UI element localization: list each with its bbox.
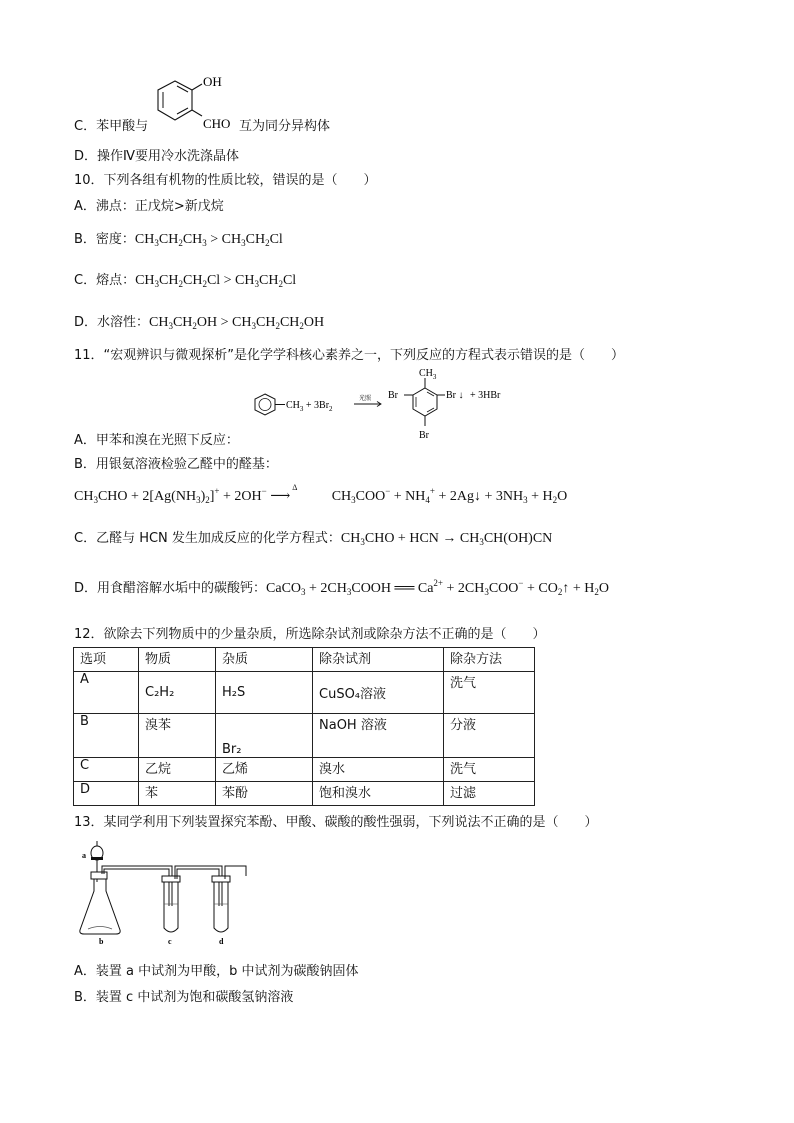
table-cell: 洗气 xyxy=(444,758,535,782)
br-bottom-label: Br xyxy=(419,430,429,441)
q11-option-c xyxy=(74,530,552,548)
q10-option-c-formula: $CH_3CH_2CH_2Cl > CH_3CH_2Cl$ xyxy=(135,273,297,289)
acidity-apparatus-diagram xyxy=(74,836,254,948)
table-cell: 乙烯 xyxy=(216,758,313,782)
q11-option-d-formula: CaCO$_3$ + $2CH_3COOH$ ══ $Ca^{2+} + 2CH_3COO^-$ + $CO_2↑ + H_2O$ xyxy=(266,578,609,597)
cho-group-label: CHO xyxy=(203,116,231,131)
table-row xyxy=(74,758,535,782)
q10-option-d-formula: $CH_3CH_2OH > CH_3CH_2CH_2OH$ xyxy=(149,315,325,331)
q9-option-c xyxy=(74,118,148,136)
br-right-label: Br ↓ xyxy=(446,390,464,401)
table-cell: CuSO₄溶液 xyxy=(313,672,444,714)
toluene-bromination-equation xyxy=(248,366,528,446)
q11-option-c-formula: $CH_3CHO$ + HCN → $CH_3CH(OH)CN$ xyxy=(340,531,553,547)
table-cell: 分液 xyxy=(444,714,535,758)
product-methyl-label: $CH_3$ xyxy=(419,368,437,381)
table-cell: 乙烷 xyxy=(139,758,216,782)
header-cell: 杂质 xyxy=(216,648,313,672)
table-cell: NaOH 溶液 xyxy=(313,714,444,758)
table-cell: 溴苯 xyxy=(139,714,216,758)
q11-option-b-equation: $CH_3CHO + 2[Ag(NH_3)_2]^+ + 2OH^-$ Δ ⟶ $CH_3COO^- + NH_4^+$ + 2Ag↓ + $3NH_3 + H_2O$ xyxy=(74,488,567,506)
table-cell: 苯酚 xyxy=(216,782,313,806)
q13-option-a: A．装置 a 中试剂为甲酸，b 中试剂为碳酸钠固体 xyxy=(74,964,359,979)
heat-condition: Δ xyxy=(292,483,298,492)
q10-option-c xyxy=(74,272,296,290)
q9-option-d: D．操作Ⅳ要用冷水洗涤晶体 xyxy=(74,149,240,164)
q10-option-d-label: D．水溶性： xyxy=(74,315,150,330)
q11-option-d-label: D．用食醋溶解水垢中的碳酸钙： xyxy=(74,581,267,596)
table-cell: B xyxy=(74,714,139,758)
light-condition-label: 光照 xyxy=(359,395,372,402)
table-header-row xyxy=(74,648,535,672)
salicylaldehyde-structure xyxy=(150,70,245,132)
table-row xyxy=(74,782,535,806)
label-b: b xyxy=(99,937,104,946)
q10-option-a: A．沸点：正戊烷>新戊烷 xyxy=(74,199,224,214)
table-cell: A xyxy=(74,672,139,714)
q10-option-c-label: C．熔点： xyxy=(74,273,136,288)
header-cell: 物质 xyxy=(139,648,216,672)
q9-option-c-prefix: C．苯甲酸与 xyxy=(74,119,149,134)
label-d: d xyxy=(219,937,224,946)
header-cell: 选项 xyxy=(74,648,139,672)
q12-stem: 12．欲除去下列物质中的少量杂质，所选除杂试剂或除杂方法不正确的是（ ） xyxy=(74,627,546,642)
table-cell: 溴水 xyxy=(313,758,444,782)
oh-group-label: OH xyxy=(203,74,222,89)
header-cell: 除杂试剂 xyxy=(313,648,444,672)
q11-option-a: A．甲苯和溴在光照下反应： xyxy=(74,433,239,448)
table-cell: 过滤 xyxy=(444,782,535,806)
br-left-label: Br xyxy=(388,390,398,401)
q11-stem: 11．“宏观辨识与微观探析”是化学学科核心素养之一，下列反应的方程式表示错误的是（ ） xyxy=(74,348,625,363)
q11-option-b: B．用银氨溶液检验乙醛中的醛基： xyxy=(74,457,278,472)
benzene-ring-product xyxy=(413,388,437,416)
svg-text:CH3 + 3Br2: $CH_3 + 3Br_2$ xyxy=(286,400,333,413)
header-cell: 除杂方法 xyxy=(444,648,535,672)
q10-option-b-label: B．密度： xyxy=(74,232,135,247)
table-cell: C xyxy=(74,758,139,782)
benzene-ring-reactant xyxy=(255,394,275,415)
table-cell: Br₂ xyxy=(216,714,313,758)
q10-option-b xyxy=(74,231,283,249)
label-a: a xyxy=(82,851,86,860)
q11-option-d xyxy=(74,580,609,598)
table-cell: C₂H₂ xyxy=(139,672,216,714)
hbr-product-label: + 3HBr xyxy=(470,390,501,401)
table-row xyxy=(74,672,535,714)
q10-stem: 10．下列各组有机物的性质比较，错误的是（ ） xyxy=(74,173,377,188)
q13-option-b: B．装置 c 中试剂为饱和碳酸氢钠溶液 xyxy=(74,990,294,1005)
table-cell: 苯 xyxy=(139,782,216,806)
table-cell: H₂S xyxy=(216,672,313,714)
table-row xyxy=(74,714,535,758)
label-c: c xyxy=(168,937,172,946)
q10-option-d xyxy=(74,314,324,332)
q9-option-c-suffix: 互为同分异构体 xyxy=(239,119,331,134)
table-cell: D xyxy=(74,782,139,806)
impurity-removal-table xyxy=(73,647,535,806)
q13-stem: 13．某同学利用下列装置探究苯酚、甲酸、碳酸的酸性强弱，下列说法不正确的是（ ） xyxy=(74,815,598,830)
q10-option-b-formula: $CH_3CH_2CH_3 > CH_3CH_2Cl$ xyxy=(134,232,283,248)
table-cell: 洗气 xyxy=(444,672,535,714)
table-cell: 饱和溴水 xyxy=(313,782,444,806)
q11-option-c-label: C．乙醛与 HCN 发生加成反应的化学方程式： xyxy=(74,531,341,546)
